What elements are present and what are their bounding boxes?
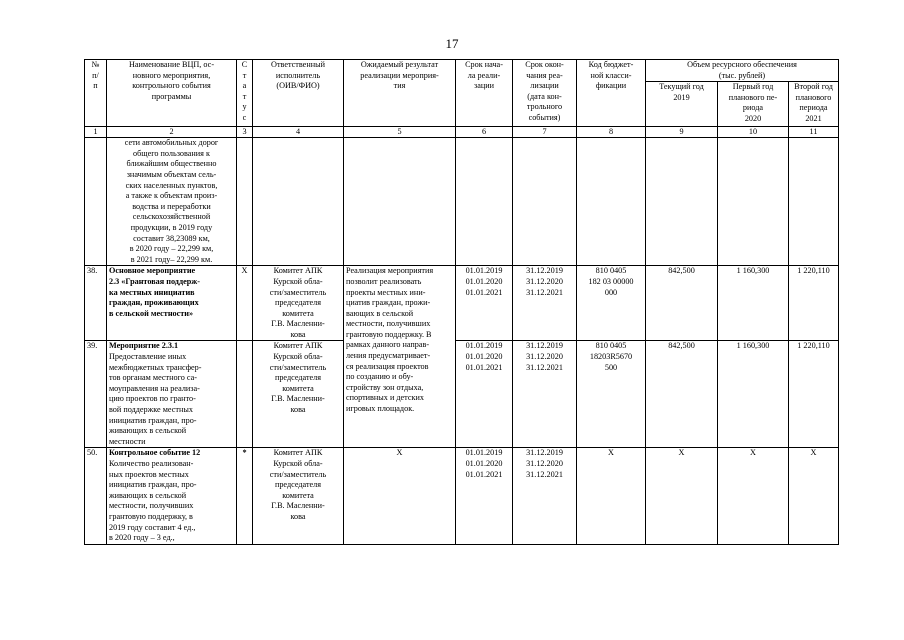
- column-number: 9: [646, 127, 718, 138]
- row-amount-2021: 1 220,110: [789, 266, 839, 341]
- row-end-dates: 31.12.2019 31.12.2020 31.12.2021: [513, 448, 577, 544]
- header-col-kbk: Код бюджет- ной класси- фикации: [577, 60, 646, 127]
- row-end-dates: 31.12.2019 31.12.2020 31.12.2021: [513, 266, 577, 341]
- header-resource-group: Объем ресурсного обеспечения (тыс. рублей): [646, 60, 839, 82]
- row-end-dates: 31.12.2019 31.12.2020 31.12.2021: [513, 341, 577, 448]
- row-status: Х: [237, 266, 253, 341]
- table-row-continuation: [85, 138, 839, 266]
- header-col-2019: Текущий год 2019: [646, 82, 718, 127]
- column-number: 7: [513, 127, 577, 138]
- row-executor: Комитет АПК Курской обла- сти/заместитель председателя комитета Г.В. Масленни- кова: [253, 341, 344, 448]
- row-start-dates: 01.01.2019 01.01.2020 01.01.2021: [456, 448, 513, 544]
- row-number: 50.: [85, 448, 107, 544]
- row-amount-2020: 1 160,300: [718, 341, 789, 448]
- header-col-result: Ожидаемый результат реализации мероприя- тия: [344, 60, 456, 127]
- table-row: [85, 341, 839, 448]
- row-amount-2020: Х: [718, 448, 789, 544]
- row-name: Мероприятие 2.3.1 Предоставление иных межбюджетных трансфер- тов органам местного са- моуправления на реализа- цию проектов по гранто- вой поддержке местных инициатив граждан, про- живающих в сельской местности: [107, 341, 237, 448]
- column-number: 3: [237, 127, 253, 138]
- row-status: *: [237, 448, 253, 544]
- row-start-dates: 01.01.2019 01.01.2020 01.01.2021: [456, 341, 513, 448]
- column-number: 5: [344, 127, 456, 138]
- row-number: 39.: [85, 341, 107, 448]
- page-number: 17: [445, 36, 459, 51]
- column-number: 4: [253, 127, 344, 138]
- row-number: 38.: [85, 266, 107, 341]
- header-col-2021: Второй год планового периода 2021: [789, 82, 839, 127]
- row-name: Основное мероприятие 2.3 «Грантовая поддерж- ка местных инициатив граждан, проживающих в сельской местности»: [107, 266, 237, 341]
- header-col-end: Срок окон- чания реа- лизации (дата кон- трольного события): [513, 60, 577, 127]
- row-start-dates: 01.01.2019 01.01.2020 01.01.2021: [456, 266, 513, 341]
- row-result: Х: [344, 448, 456, 544]
- row-result: Реализация мероприятия позволит реализовать проекты местных ини- циатив граждан, прожи- вающих в сельской местности, получивших грантовую поддержку. В рамках данного направ- ления предусматривает- ся реализация проектов по созданию и обу- стройству зон отдыха, спортивных и детских игровых площадок.: [344, 266, 456, 448]
- column-number: 8: [577, 127, 646, 138]
- header-col-start: Срок нача- ла реали- зации: [456, 60, 513, 127]
- row-executor: Комитет АПК Курской обла- сти/заместитель председателя комитета Г.В. Масленни- кова: [253, 266, 344, 341]
- row-name: Контрольное событие 12 Количество реализован- ных проектов местных инициатив граждан, про- живающих в сельской местности, получивших грантовую поддержку, в 2019 году составит 4 ед., в 2020 году – 3 ед.,: [107, 448, 237, 544]
- column-number: 1: [85, 127, 107, 138]
- column-numbers-row: [85, 127, 839, 138]
- row-amount-2019: 842,500: [646, 341, 718, 448]
- header-row: [85, 60, 839, 82]
- row-amount-2021: 1 220,110: [789, 341, 839, 448]
- row-kbk: 810 0405 18203R5670 500: [577, 341, 646, 448]
- column-number: 10: [718, 127, 789, 138]
- header-col-status: С т а т у с: [237, 60, 253, 127]
- program-table: [84, 59, 839, 545]
- row-amount-2020: 1 160,300: [718, 266, 789, 341]
- row-executor: Комитет АПК Курской обла- сти/заместитель председателя комитета Г.В. Масленни- кова: [253, 448, 344, 544]
- row-amount-2019: 842,500: [646, 266, 718, 341]
- row-kbk: 810 0405 182 03 00000 000: [577, 266, 646, 341]
- column-number: 11: [789, 127, 839, 138]
- header-col-executor: Ответственный исполнитель (ОИВ/ФИО): [253, 60, 344, 127]
- column-number: 2: [107, 127, 237, 138]
- row-amount-2021: Х: [789, 448, 839, 544]
- row-kbk: Х: [577, 448, 646, 544]
- header-col-2020: Первый год планового пе- риода 2020: [718, 82, 789, 127]
- table-row: [85, 448, 839, 544]
- continuation-text: сети автомобильных дорог общего пользования к ближайшим общественно значимым объектам сель- ских населенных пунктов, а также к объектам произ- водства и переработки сельскохозяйственной продукции, в 2019 году составит 38,23089 км, в 2020 году – 22,299 км, в 2021 году– 22,299 км.: [107, 138, 237, 266]
- header-col-name: Наименование ВЦП, ос- новного мероприятия, контрольного события программы: [107, 60, 237, 127]
- table-row: [85, 266, 839, 341]
- header-col-num: № п/ п: [85, 60, 107, 127]
- column-number: 6: [456, 127, 513, 138]
- row-amount-2019: Х: [646, 448, 718, 544]
